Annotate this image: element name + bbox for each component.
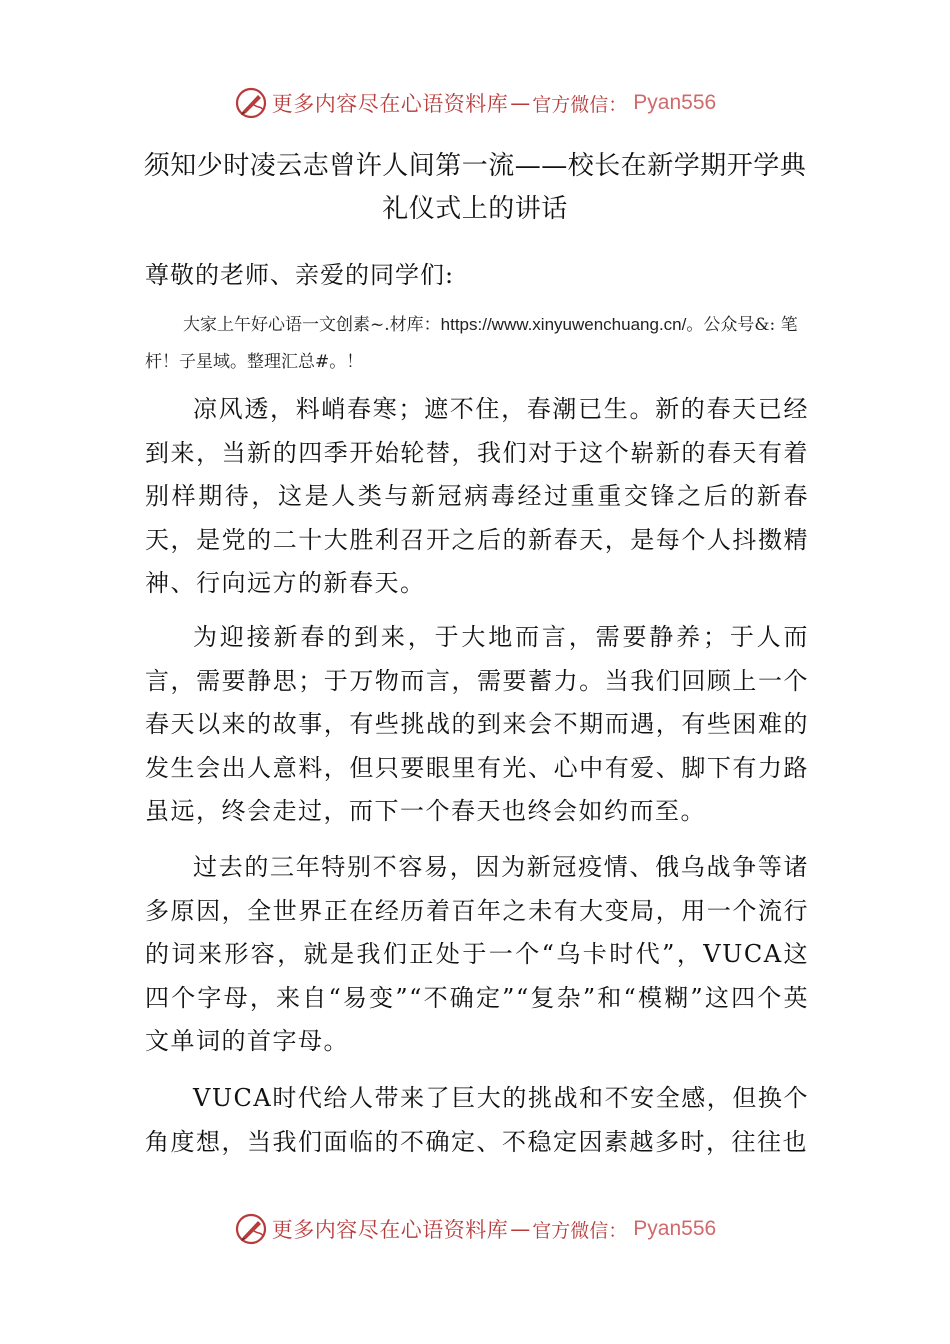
ad-suffix: 。公众号&: 笔杆！子星域。整理汇总#。！ — [145, 315, 798, 372]
ad-line — [145, 306, 810, 381]
banner-label: 官方微信： — [532, 93, 628, 116]
greeting: 尊敬的老师、亲爱的同学们: — [145, 261, 455, 289]
header-banner — [0, 83, 950, 123]
banner-separator: — — [510, 1217, 531, 1241]
pen-logo-icon — [234, 86, 268, 120]
pen-logo-icon — [234, 1212, 268, 1246]
paragraph: 过去的三年特别不容易，因为新冠疫情、俄乌战争等诸多原因，全世界正在经历着百年之未有大变局，用一个流行的词来形容，就是我们正处于一个“乌卡时代”，VUCA这四个字母，来自“易变”“不确定”“复杂”和“模糊”这四个英文单词的首字母。 — [145, 853, 809, 1055]
banner-separator: — — [510, 91, 531, 115]
document-title-line-2: 礼仪式上的讲话 — [382, 194, 568, 224]
ad-prefix: 大家上午好心语一文创素~.材库： — [183, 315, 441, 335]
banner-text: 更多内容尽在心语资料库 — [271, 92, 509, 116]
ad-url-link[interactable]: https://www.xinyuwenchuang.cn/ — [440, 315, 687, 334]
banner-wechat-id: Pyan556 — [633, 1217, 717, 1240]
footer-banner — [0, 1209, 950, 1249]
paragraph: 凉风透，料峭春寒；遮不住，春潮已生。新的春天已经到来，当新的四季开始轮替，我们对于这个崭新的春天有着别样期待，这是人类与新冠病毒经过重重交锋之后的新春天，是党的二十大胜利召开之后的新春天，是每个人抖擞精神、行向远方的新春天。 — [145, 395, 809, 597]
banner-label: 官方微信： — [532, 1219, 628, 1242]
paragraph: VUCA时代给人带来了巨大的挑战和不安全感，但换个角度想，当我们面临的不确定、不稳定因素越多时，往往也 — [145, 1084, 809, 1156]
banner-text: 更多内容尽在心语资料库 — [271, 1218, 509, 1242]
banner-wechat-id: Pyan556 — [633, 91, 717, 114]
document-title-line-1: 须知少时凌云志曾许人间第一流——校长在新学期开学典 — [143, 151, 807, 181]
paragraph: 为迎接新春的到来，于大地而言，需要静养；于人而言，需要静思；于万物而言，需要蓄力。当我们回顾上一个春天以来的故事，有些挑战的到来会不期而遇，有些困难的发生会出人意料，但只要眼里有光、心中有爱、脚下有力路虽远，终会走过，而下一个春天也终会如约而至。 — [145, 623, 809, 825]
